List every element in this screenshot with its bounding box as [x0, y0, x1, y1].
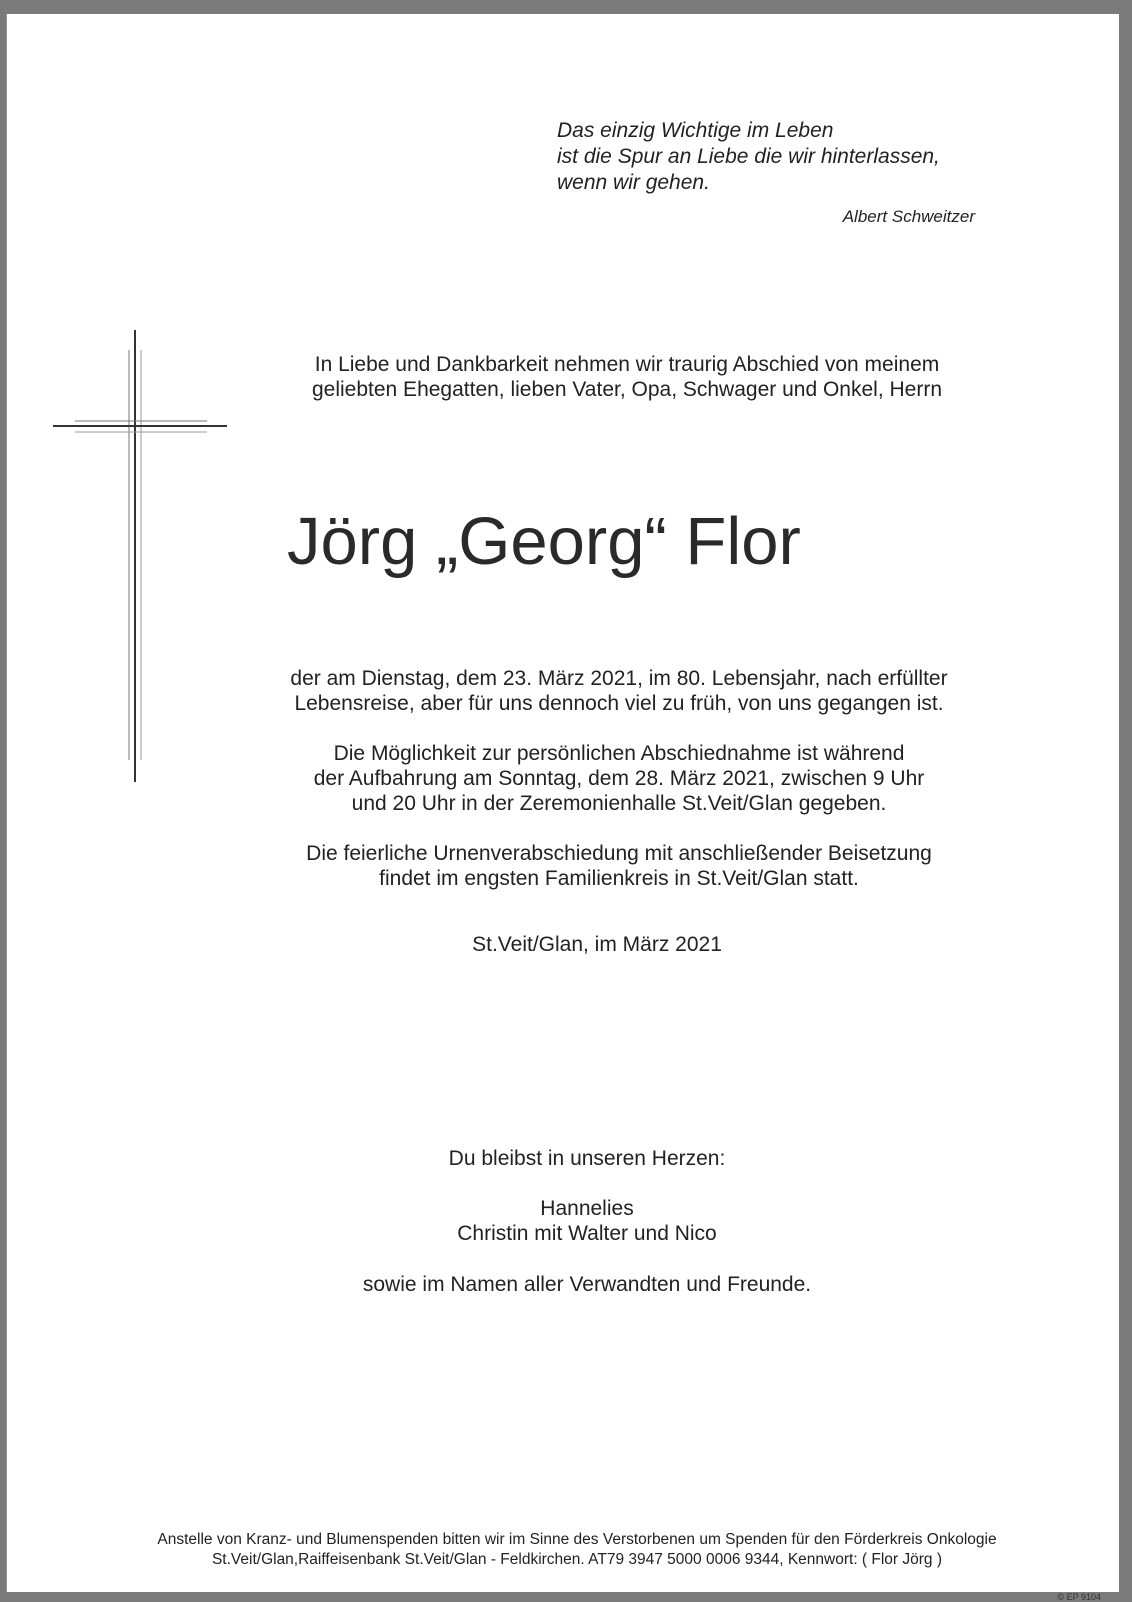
- intro-line: geliebten Ehegatten, lieben Vater, Opa, Schwager und Onkel, Herrn: [311, 378, 942, 401]
- intro-line: In Liebe und Dankbarkeit nehmen wir traurig Abschied von meinem: [314, 353, 940, 376]
- quote-line: ist die Spur an Liebe die wir hinterlassen,: [557, 145, 940, 168]
- quote-author: Albert Schweitzer: [842, 207, 975, 226]
- ceremony-line: Die feierliche Urnenverabschiedung mit anschließender Beisetzung: [306, 842, 932, 865]
- death-notice-line: der am Dienstag, dem 23. März 2021, im 80. Lebensjahr, nach erfüllter: [290, 667, 948, 690]
- viewing-info: [169, 741, 1069, 816]
- mourners-names: [137, 1196, 1037, 1246]
- mourners-closing: [137, 1272, 1037, 1297]
- viewing-line: Die Möglichkeit zur persönlichen Abschiednahme ist während: [333, 742, 905, 765]
- donation-line: Anstelle von Kranz- und Blumenspenden bitten wir im Sinne des Verstorbenen um Spenden für den Förderkreis Onkologie: [157, 1531, 997, 1548]
- footer-code: © EP 9104: [1057, 1592, 1101, 1602]
- place-date: [147, 932, 1047, 957]
- obituary-sheet: [6, 14, 1119, 1602]
- viewing-line: und 20 Uhr in der Zeremonienhalle St.Veit/Glan gegeben.: [351, 792, 887, 815]
- ceremony-info: [169, 841, 1069, 891]
- deceased-name: Jörg „Georg“ Flor: [287, 504, 801, 579]
- mourners-heading: [137, 1146, 1037, 1171]
- intro-text: [177, 352, 1077, 402]
- ceremony-line: findet im engsten Familienkreis in St.Veit/Glan statt.: [379, 867, 859, 890]
- mourners-heading-text: Du bleibst in unseren Herzen:: [448, 1147, 726, 1170]
- quote-block: [557, 118, 977, 196]
- death-notice: [169, 666, 1069, 716]
- mourner-name: Hannelies: [540, 1197, 634, 1220]
- mourners-closing-text: sowie im Namen aller Verwandten und Freunde.: [362, 1273, 812, 1296]
- mourner-name: Christin mit Walter und Nico: [457, 1222, 717, 1245]
- quote-line: Das einzig Wichtige im Leben: [557, 119, 834, 142]
- viewing-line: der Aufbahrung am Sonntag, dem 28. März 2021, zwischen 9 Uhr: [313, 767, 925, 790]
- donation-line: St.Veit/Glan,Raiffeisenbank St.Veit/Glan - Feldkirchen. AT79 3947 5000 0006 9344, Kennwort: ( Flor Jörg ): [211, 1551, 943, 1568]
- place-date-text: St.Veit/Glan, im März 2021: [472, 933, 722, 956]
- quote-line: wenn wir gehen.: [557, 171, 710, 194]
- donation-note: [27, 1530, 1127, 1570]
- death-notice-line: Lebensreise, aber für uns dennoch viel zu früh, von uns gegangen ist.: [294, 692, 944, 715]
